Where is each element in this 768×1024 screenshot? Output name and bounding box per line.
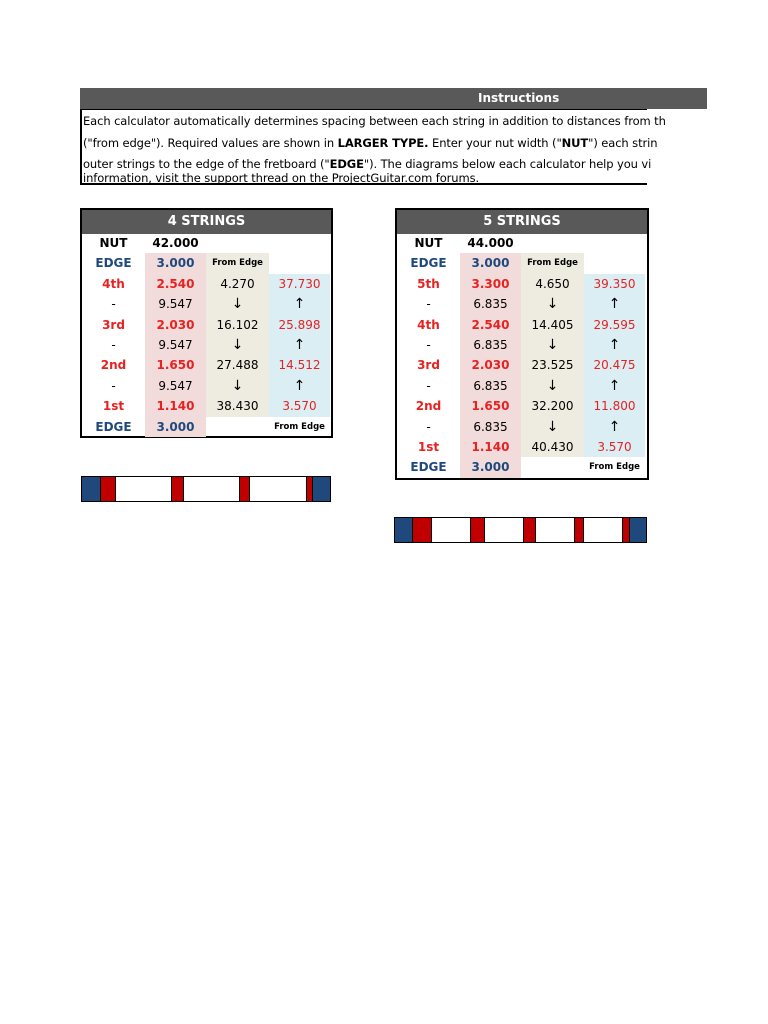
calculator-4-strings: [80, 208, 333, 438]
edge-label: EDGE: [95, 256, 132, 271]
diagram-string-2nd: [239, 477, 249, 501]
diagram-divider: [622, 518, 623, 542]
diagram-edge-right: [312, 477, 330, 501]
string-gauge: 1.140: [460, 437, 521, 457]
diagram-divider: [574, 518, 575, 542]
distance-from-other-edge: 3.570: [584, 437, 645, 457]
nut-label: NUT: [99, 236, 128, 250]
string-label: 5th: [417, 276, 440, 291]
gap-label: -: [111, 338, 116, 352]
up-arrow-icon: ↑: [584, 335, 645, 355]
up-arrow-icon: ↑: [269, 376, 330, 396]
distance-from-other-edge: 39.350: [584, 274, 645, 294]
diagram-divider: [484, 518, 485, 542]
gap-label: -: [111, 297, 116, 312]
up-arrow-icon: ↑: [584, 417, 645, 437]
distance-from-edge: 4.650: [521, 274, 584, 294]
calculator-title: 5 STRINGS: [397, 210, 647, 234]
instructions-title: Instructions: [478, 91, 560, 105]
gap-label: -: [426, 419, 431, 434]
diagram-divider: [535, 518, 536, 542]
distance-from-edge: 23.525: [521, 355, 584, 375]
diagram-edge-left: [82, 477, 100, 501]
diagram-divider: [412, 518, 413, 542]
instructions-body: [80, 109, 666, 185]
gap-width: 6.835: [460, 294, 521, 314]
from-edge-header: From Edge: [206, 253, 269, 273]
nut-label: NUT: [414, 236, 443, 250]
string-label: 1st: [102, 399, 125, 414]
diagram-divider: [100, 477, 101, 501]
bottom-edge-value: 3.000: [145, 417, 206, 437]
distance-from-edge: 4.270: [206, 274, 269, 294]
gap-label: -: [426, 378, 431, 393]
down-arrow-icon: ↓: [521, 417, 584, 437]
nut-value: 42.000: [152, 236, 199, 250]
gap-label: -: [426, 338, 431, 352]
string-label: 4th: [417, 317, 440, 332]
bottom-edge-value: 3.000: [460, 457, 521, 477]
diagram-divider: [249, 477, 250, 501]
distance-from-other-edge: 25.898: [269, 315, 330, 335]
edge-value: 3.000: [145, 253, 206, 273]
diagram-divider: [115, 477, 116, 501]
calculator-title: 4 STRINGS: [82, 210, 331, 234]
diagram-divider: [431, 518, 432, 542]
distance-from-other-edge: 3.570: [269, 396, 330, 416]
string-spacing-diagram-5: [394, 517, 647, 543]
distance-from-edge: 32.200: [521, 396, 584, 416]
instructions-header: [80, 88, 707, 109]
string-label: 4th: [102, 276, 125, 291]
down-arrow-icon: ↓: [206, 376, 269, 396]
diagram-string-4th: [470, 518, 484, 542]
down-arrow-icon: ↓: [206, 294, 269, 314]
string-gauge: 1.650: [145, 355, 206, 375]
calculator-5-strings: [395, 208, 649, 480]
diagram-divider: [583, 518, 584, 542]
down-arrow-icon: ↓: [521, 335, 584, 355]
gap-width: 9.547: [145, 335, 206, 355]
from-edge-footer: From Edge: [274, 421, 325, 432]
diagram-string-4th: [100, 477, 115, 501]
distance-from-edge: 38.430: [206, 396, 269, 416]
gap-width: 6.835: [460, 417, 521, 437]
down-arrow-icon: ↓: [521, 294, 584, 314]
distance-from-edge: 40.430: [521, 437, 584, 457]
instructions-line-1: Each calculator automatically determines spacing between each string in addition to distances from th: [83, 114, 666, 128]
string-gauge: 2.540: [460, 315, 521, 335]
gap-label: -: [111, 378, 116, 393]
diagram-divider: [312, 477, 313, 501]
string-label: 1st: [417, 440, 440, 454]
gap-width: 9.547: [145, 376, 206, 396]
edge-label: EDGE: [410, 256, 447, 271]
diagram-string-3rd: [171, 477, 183, 501]
diagram-divider: [239, 477, 240, 501]
distance-from-other-edge: 37.730: [269, 274, 330, 294]
bottom-edge-label: EDGE: [410, 460, 447, 475]
instructions-line-3: outer strings to the edge of the fretboard ("EDGE"). The diagrams below each calculator help you vi: [83, 157, 652, 171]
distance-from-other-edge: 20.475: [584, 355, 645, 375]
string-gauge: 2.030: [145, 315, 206, 335]
gap-label: -: [426, 297, 431, 312]
from-edge-footer: From Edge: [589, 462, 640, 473]
edge-value: 3.000: [460, 253, 521, 273]
up-arrow-icon: ↑: [269, 335, 330, 355]
diagram-string-1st: [306, 477, 313, 501]
diagram-divider: [629, 518, 630, 542]
diagram-string-3rd: [523, 518, 535, 542]
string-gauge: 1.650: [460, 396, 521, 416]
string-gauge: 2.540: [145, 274, 206, 294]
distance-from-edge: 27.488: [206, 355, 269, 375]
diagram-edge-right: [629, 518, 646, 542]
distance-from-other-edge: 11.800: [584, 396, 645, 416]
diagram-string-2nd: [574, 518, 583, 542]
down-arrow-icon: ↓: [521, 376, 584, 396]
up-arrow-icon: ↑: [584, 376, 645, 396]
diagram-divider: [171, 477, 172, 501]
string-label: 2nd: [415, 399, 442, 414]
up-arrow-icon: ↑: [584, 294, 645, 314]
string-gauge: 1.140: [145, 396, 206, 416]
instructions-line-4: information, visit the support thread on the ProjectGuitar.com forums.: [83, 171, 480, 185]
gap-width: 9.547: [145, 294, 206, 314]
instructions-line-2: ("from edge"). Required values are shown in LARGER TYPE. Enter your nut width ("NUT") each strin: [83, 136, 658, 150]
up-arrow-icon: ↑: [269, 294, 330, 314]
string-spacing-diagram-4: [81, 476, 331, 502]
diagram-string-5th: [412, 518, 431, 542]
nut-value: 44.000: [467, 236, 514, 250]
diagram-divider: [523, 518, 524, 542]
string-label: 3rd: [417, 358, 440, 373]
bottom-edge-label: EDGE: [95, 419, 132, 434]
diagram-divider: [183, 477, 184, 501]
string-gauge: 3.300: [460, 274, 521, 294]
diagram-edge-left: [395, 518, 412, 542]
distance-from-edge: 16.102: [206, 315, 269, 335]
gap-width: 6.835: [460, 376, 521, 396]
distance-from-edge: 14.405: [521, 315, 584, 335]
gap-width: 6.835: [460, 335, 521, 355]
diagram-divider: [306, 477, 307, 501]
string-label: 2nd: [100, 358, 127, 373]
distance-from-other-edge: 29.595: [584, 315, 645, 335]
diagram-divider: [470, 518, 471, 542]
string-gauge: 2.030: [460, 355, 521, 375]
down-arrow-icon: ↓: [206, 335, 269, 355]
from-edge-header: From Edge: [521, 253, 584, 273]
string-label: 3rd: [102, 317, 125, 332]
distance-from-other-edge: 14.512: [269, 355, 330, 375]
